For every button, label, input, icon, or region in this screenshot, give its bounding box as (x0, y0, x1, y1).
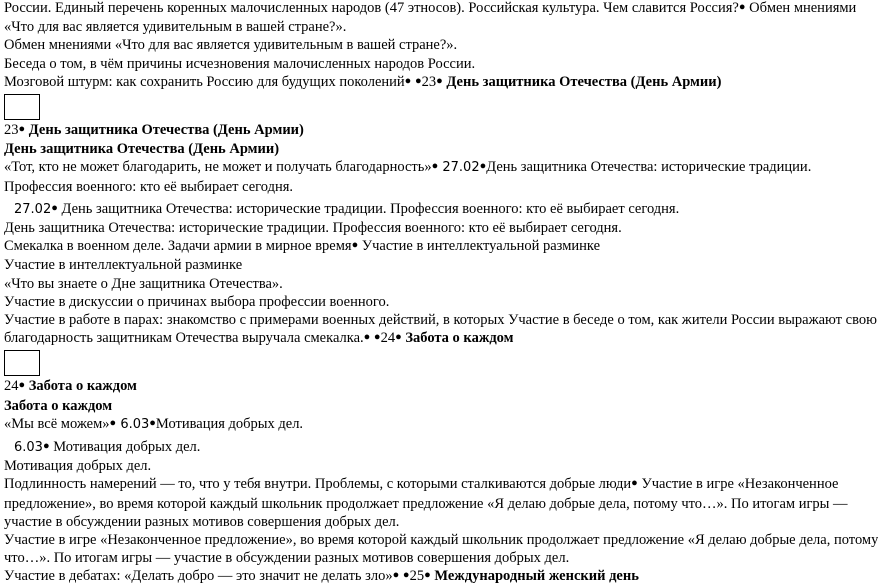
text-span: Участие в интеллектуальной разминке (358, 238, 601, 255)
text-span: 23 (421, 73, 437, 90)
bullet-icon: ● (738, 1, 746, 13)
text-line: Обмен мнениями «Что для вас является удивительным в вашей стране?». (4, 37, 458, 54)
text-line: предложение», во время которой каждый школьник продолжает предложение «Я делаю добрые дела, потому что…». По итогам игры — (4, 495, 848, 512)
text-span: День защитника Отечества: исторические традиции. (486, 159, 812, 176)
document-page (4, 0, 878, 587)
text-span: благодарность защитникам Отечества выручала смекалка. (4, 330, 364, 347)
text-line: что…». По итогам игры — участие в обсуждении разных мотивов совершения добрых дел. (4, 550, 570, 567)
text-line (4, 158, 812, 177)
bullet-icon: ● (363, 331, 371, 344)
empty-checkbox[interactable] (4, 350, 40, 376)
text-line: Участие в работе в парах: знакомство с примерами военных действий, в которых Участие в беседе о том, как жители России выражают свою (4, 312, 877, 329)
bullet-icon: ● (42, 440, 50, 453)
text-line (4, 121, 812, 140)
text-span: России. Единый перечень коренных малочисленных народов (47 этносов). Российская культура. Чем славится Россия? (4, 0, 739, 16)
bullet-icon: ● (414, 74, 422, 87)
text-span: 24 (380, 330, 396, 347)
date-span: 27.02 (14, 201, 52, 217)
heading-span: Забота о каждом (401, 330, 514, 347)
bullet-icon: ● (402, 569, 410, 582)
date-span: 27.02 (438, 160, 480, 176)
text-span: «Тот, кто не может благодарить, не может и получать благодарность» (4, 159, 432, 176)
section-heading: Забота о каждом (4, 397, 113, 414)
heading-span: День защитника Отечества (День Армии) (442, 73, 722, 90)
bullet-icon: ● (424, 569, 431, 582)
text-line (4, 73, 812, 92)
text-line: Участие в интеллектуальной разминке (4, 257, 243, 274)
text-line: Беседа о том, в чём причины исчезновения малочисленных народов России. (4, 55, 476, 72)
bullet-icon: ● (373, 331, 381, 344)
text-line: Участие в дискуссии о причинах выбора профессии военного. (4, 293, 390, 310)
bullet-icon: ● (109, 416, 117, 429)
heading-span: Забота о каждом (25, 378, 137, 395)
text-span: День защитника Отечества: исторические традиции. Профессия военного: кто её выбирает сегодня. (57, 200, 680, 217)
text-span: «Мы всё можем» (4, 415, 110, 432)
bullet-icon: ● (351, 239, 359, 252)
text-line (4, 567, 812, 586)
bullet-icon: ● (479, 160, 487, 173)
text-line (4, 329, 812, 348)
text-line (4, 377, 812, 396)
bullet-icon: ● (18, 123, 26, 136)
text-span: 23 (4, 122, 19, 139)
date-span: 6.03 (116, 416, 150, 432)
text-line: Профессия военного: кто её выбирает сегодня. (4, 178, 294, 195)
bullet-icon: ● (631, 477, 638, 490)
empty-checkbox[interactable] (4, 94, 40, 120)
bullet-icon: ● (404, 74, 412, 87)
text-span: Мотивация добрых дел. (49, 439, 201, 456)
text-span: Участие в дебатах: «Делать добро — это значит не делать зло» (4, 568, 393, 585)
heading-span: День защитника Отечества (День Армии) (25, 122, 304, 139)
text-span: Обмен мнениями (745, 0, 857, 16)
bullet-icon: ● (149, 416, 156, 429)
text-span: 24 (4, 378, 19, 395)
text-span: Подлинность намерений — то, что у тебя внутри. Проблемы, с которыми сталкиваются добрые люди (4, 476, 632, 493)
date-span: 6.03 (14, 440, 43, 456)
section-heading: День защитника Отечества (День Армии) (4, 141, 280, 158)
bullet-icon: ● (51, 201, 58, 214)
text-line: Участие в игре «Незаконченное предложение», во время которой каждый школьник продолжает предложение «Я делаю добрые дела, потому (4, 532, 878, 549)
text-span: 25 (409, 568, 425, 585)
text-line (4, 200, 812, 219)
text-line (4, 438, 812, 457)
text-line: «Что для вас является удивительным в вашей стране?». (4, 19, 347, 36)
text-line (4, 237, 812, 256)
bullet-icon: ● (18, 379, 26, 392)
text-line (4, 0, 857, 18)
text-line: Мотивация добрых дел. (4, 458, 152, 475)
text-span: Мотивация добрых дел. (155, 415, 304, 432)
text-line (4, 415, 812, 434)
bullet-icon: ● (436, 74, 443, 87)
text-line: День защитника Отечества: исторические традиции. Профессия военного: кто её выбирает сегодня. (4, 220, 622, 237)
bullet-icon: ● (431, 160, 439, 173)
bullet-icon: ● (395, 331, 402, 344)
text-span: Смекалка в военном деле. Задачи армии в мирное время (4, 238, 352, 255)
text-line: «Что вы знаете о Дне защитника Отечества». (4, 275, 283, 292)
text-span: Мозговой штурм: как сохранить Россию для будущих поколений (4, 73, 405, 90)
bullet-icon: ● (392, 569, 400, 582)
heading-span: Международный женский день (430, 568, 639, 585)
text-line (4, 475, 839, 494)
text-line: участие в обсуждении разных мотивов совершения добрых дел. (4, 513, 400, 530)
text-span: Участие в игре «Незаконченное (637, 476, 839, 493)
